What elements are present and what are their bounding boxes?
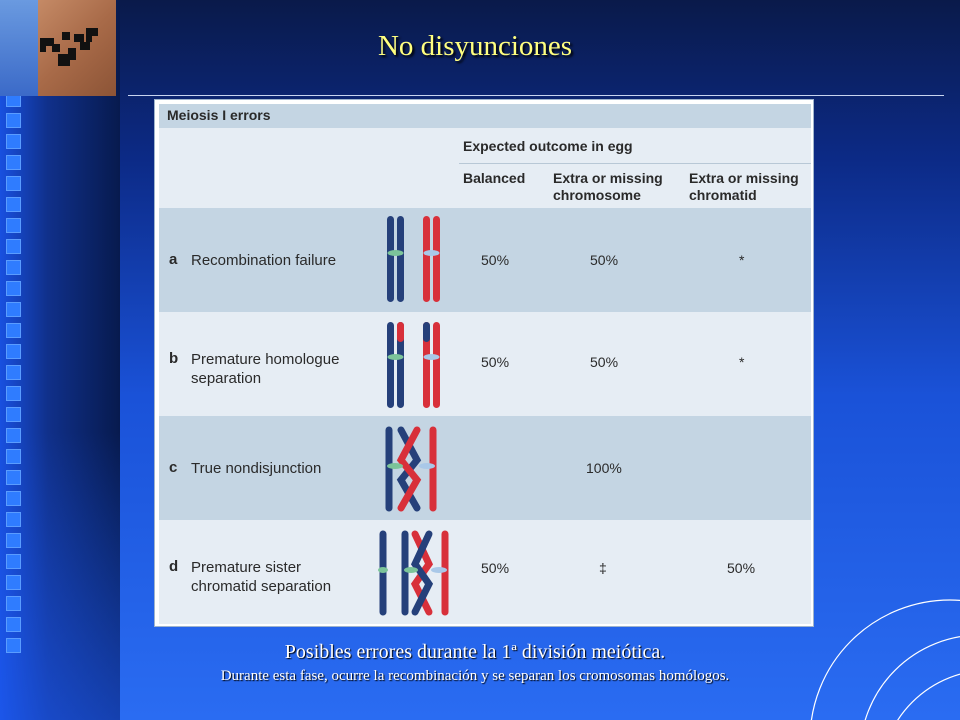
row-premature-homologue-separation — [159, 312, 811, 416]
slide-title: No disyunciones — [377, 30, 573, 62]
chromosome-diagram-a — [381, 212, 447, 308]
row-premature-sister-chromatid-separation — [159, 520, 811, 624]
balanced-value: 50% — [481, 252, 510, 268]
square-column — [6, 92, 24, 712]
chromosome-value: 100% — [586, 460, 622, 476]
expected-outcome-rule — [459, 163, 811, 164]
chromatid-value: 50% — [727, 560, 756, 576]
row-recombination-failure — [159, 208, 811, 312]
university-logo — [38, 0, 116, 96]
figure-header: Meiosis I errors — [159, 104, 811, 128]
chromosome-diagram-c — [381, 420, 447, 516]
left-decorative-strip — [0, 0, 120, 720]
balanced-value: 50% — [481, 354, 510, 370]
row-true-nondisjunction — [159, 416, 811, 520]
row-label: True nondisjunction — [191, 460, 322, 477]
col-extra-chromatid: Extra or missing chromatid — [689, 170, 799, 203]
col-extra-chromosome: Extra or missing chromosome — [553, 170, 663, 203]
row-label: Premature sister chromatid separation — [191, 559, 332, 595]
meiosis-errors-figure — [154, 99, 814, 627]
chromosome-diagram-b — [381, 316, 447, 412]
chromosome-diagram-d — [375, 524, 455, 620]
col-balanced: Balanced — [463, 170, 526, 186]
row-label: Premature homologue separation — [191, 351, 340, 387]
caption-sub: Durante esta fase, ocurre la recombinación y se separan los cromosomas homólogos. — [220, 668, 730, 684]
row-label: Recombination failure — [191, 252, 337, 269]
title-underline — [128, 95, 944, 96]
logo-sky-band — [0, 0, 38, 96]
row-letter: c — [169, 459, 178, 476]
balanced-value: 50% — [481, 560, 510, 576]
chromatid-value: * — [739, 354, 745, 370]
row-letter: a — [169, 251, 178, 268]
chromosome-value: ‡ — [599, 560, 607, 576]
row-letter: d — [169, 558, 179, 575]
caption-main: Posibles errores durante la 1ª división meiótica. — [284, 641, 666, 663]
expected-outcome-label: Expected outcome in egg — [463, 138, 633, 154]
chromatid-value: * — [739, 252, 745, 268]
chromosome-value: 50% — [590, 252, 619, 268]
decorative-arcs — [790, 580, 960, 720]
chromosome-value: 50% — [590, 354, 619, 370]
figure-column-header — [159, 128, 811, 208]
row-letter: b — [169, 350, 179, 367]
